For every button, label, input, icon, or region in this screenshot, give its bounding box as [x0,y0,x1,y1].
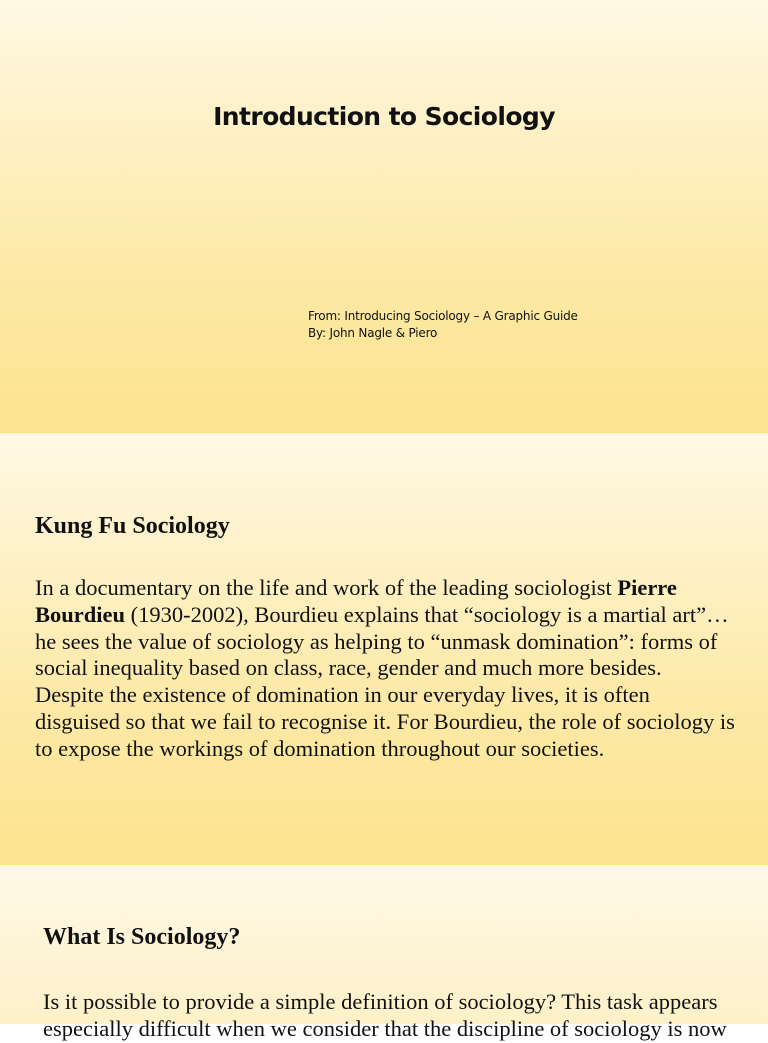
slide-heading: Kung Fu Sociology [35,513,230,539]
paragraph-text-end: (1930-2002), Bourdieu explains that “sociology is a martial art”…he sees the value of sociology as helping to “unmask domination”: forms of social inequality based on class, race, gender and much more besides. Despite the existence of domination in our everyday lives, it is often disguised so that we fail to recognise it. For Bourdieu, the role of sociology is to expose the workings of domination throughout our societies. [35,601,735,761]
source-line-book: From: Introducing Sociology – A Graphic Guide [308,309,578,323]
paragraph-bold-name: Pierre Bourdieu [35,575,677,627]
slide-paragraph: Is it possible to provide a simple definition of sociology? This task appears especially difficult when we consider that the discipline of sociology is now [43,989,727,1041]
slide-title-heading: Introduction to Sociology [213,102,555,131]
paragraph-text-start: In a documentary on the life and work of the leading sociologist [35,575,618,600]
source-credit [308,308,578,342]
slide-what-is-sociology [0,866,768,1041]
slide-paragraph [35,575,735,763]
slide-heading: What Is Sociology? [43,924,241,950]
source-line-authors: By: John Nagle & Piero [308,326,438,340]
slide-title [0,0,768,433]
slide-kung-fu-sociology [0,433,768,865]
